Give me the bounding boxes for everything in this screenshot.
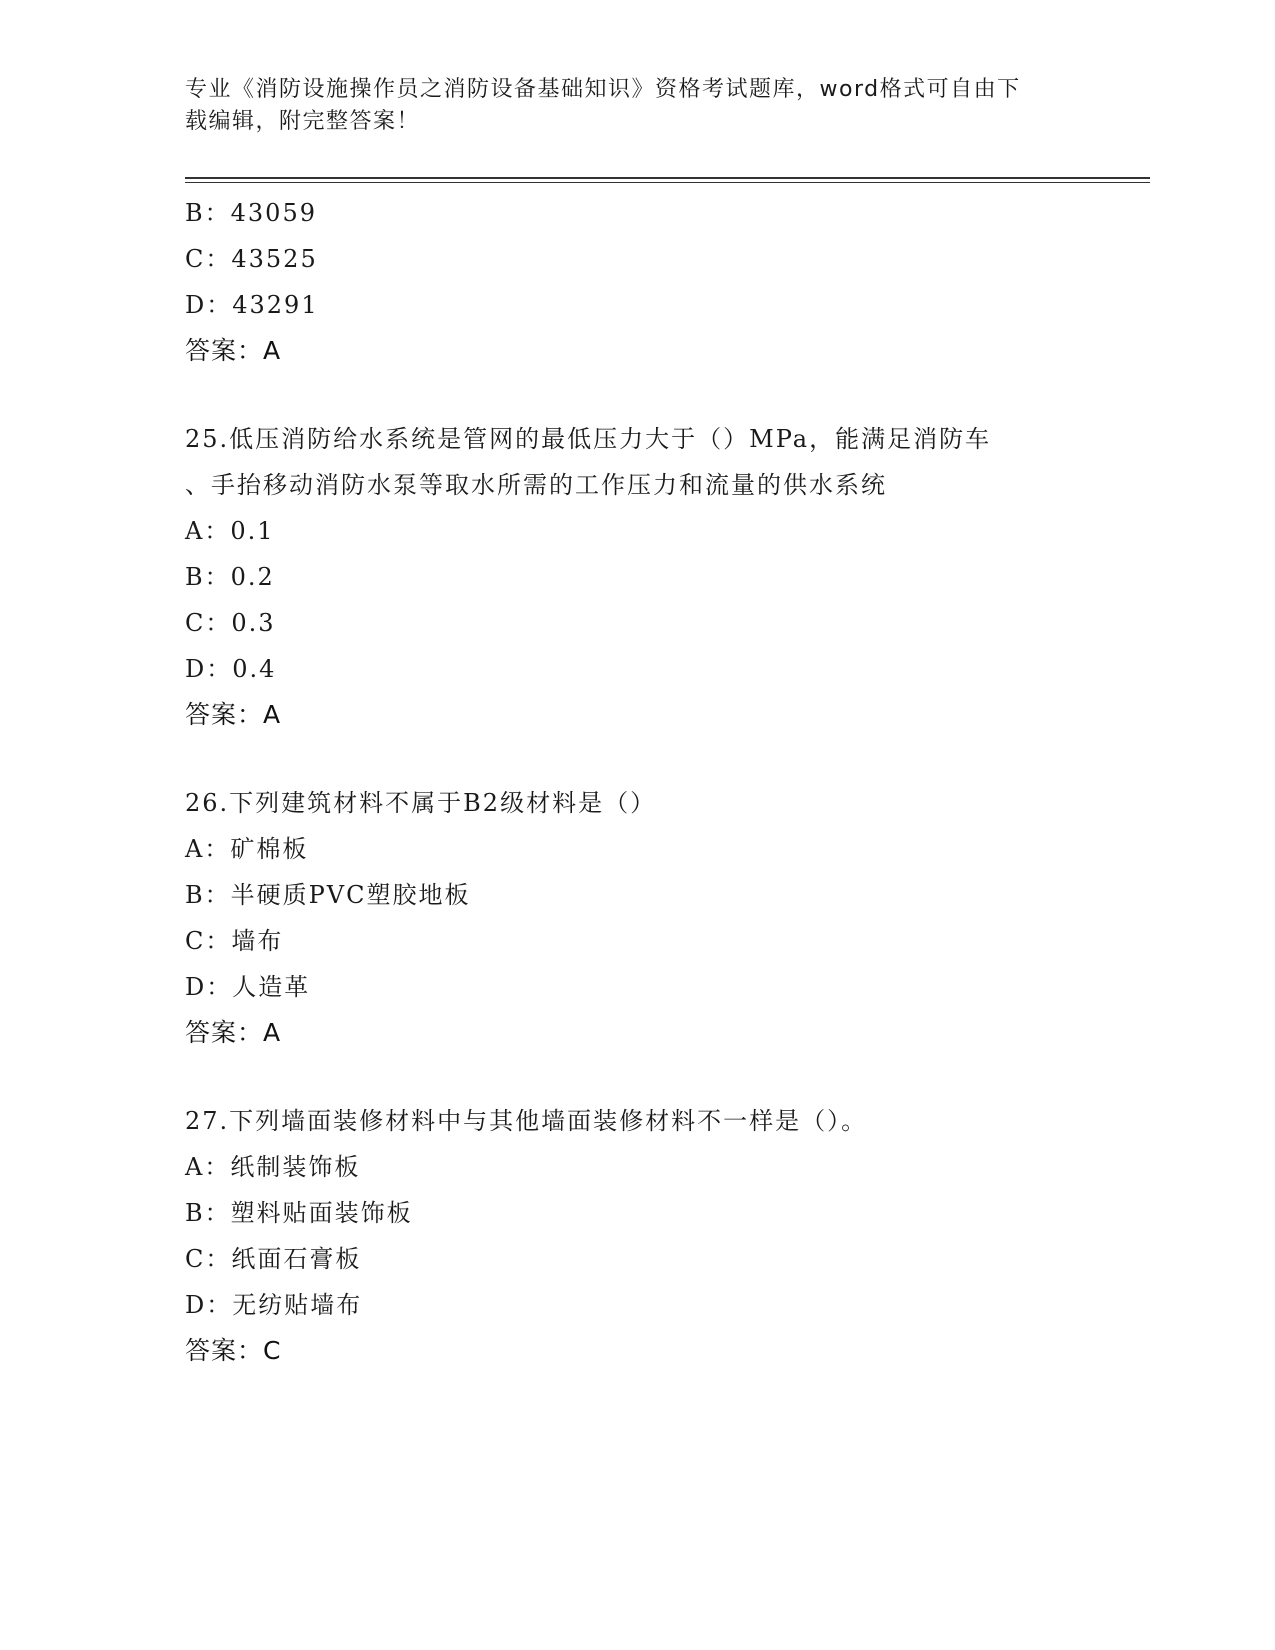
question-stem-cont: 、手抬移动消防水泵等取水所需的工作压力和流量的供水系统 — [185, 471, 887, 499]
option-b: B：0.2 — [185, 563, 275, 591]
answer-line: 答案：C — [185, 1336, 282, 1365]
option-b: B：半硬质PVC塑胶地板 — [185, 881, 471, 909]
option-c: C：墙布 — [185, 927, 284, 955]
option-d: D：无纺贴墙布 — [185, 1291, 363, 1319]
question-27 — [185, 1098, 1135, 1374]
option-d: D：人造革 — [185, 973, 311, 1001]
header-line-1: 专业《消防设施操作员之消防设备基础知识》资格考试题库，word格式可自由下 — [185, 77, 1021, 102]
header-line-2: 载编辑，附完整答案！ — [185, 109, 421, 134]
question-25 — [185, 416, 1135, 738]
answer-line: 答案：A — [185, 1018, 282, 1047]
header-divider-thin — [185, 182, 1150, 183]
option-b: B：43059 — [185, 199, 317, 227]
question-26 — [185, 780, 1135, 1056]
document-header — [185, 74, 1065, 138]
option-c: C：纸面石膏板 — [185, 1245, 362, 1273]
option-a: A：0.1 — [185, 517, 275, 545]
option-d: D：0.4 — [185, 655, 277, 683]
option-b: B：塑料贴面装饰板 — [185, 1199, 413, 1227]
option-c: C：43525 — [185, 245, 318, 273]
answer-line: 答案：A — [185, 700, 282, 729]
question-prev — [185, 190, 1135, 374]
option-a: A：纸制装饰板 — [185, 1153, 361, 1181]
question-stem: 27.下列墙面装修材料中与其他墙面装修材料不一样是（）。 — [185, 1107, 868, 1135]
question-stem: 25.低压消防给水系统是管网的最低压力大于（）MPa，能满足消防车 — [185, 425, 992, 453]
option-c: C：0.3 — [185, 609, 276, 637]
option-d: D：43291 — [185, 291, 319, 319]
header-divider — [185, 177, 1150, 179]
question-list — [185, 190, 1135, 1374]
option-a: A：矿棉板 — [185, 835, 309, 863]
question-stem: 26.下列建筑材料不属于B2级材料是（） — [185, 789, 657, 817]
answer-line: 答案：A — [185, 336, 282, 365]
